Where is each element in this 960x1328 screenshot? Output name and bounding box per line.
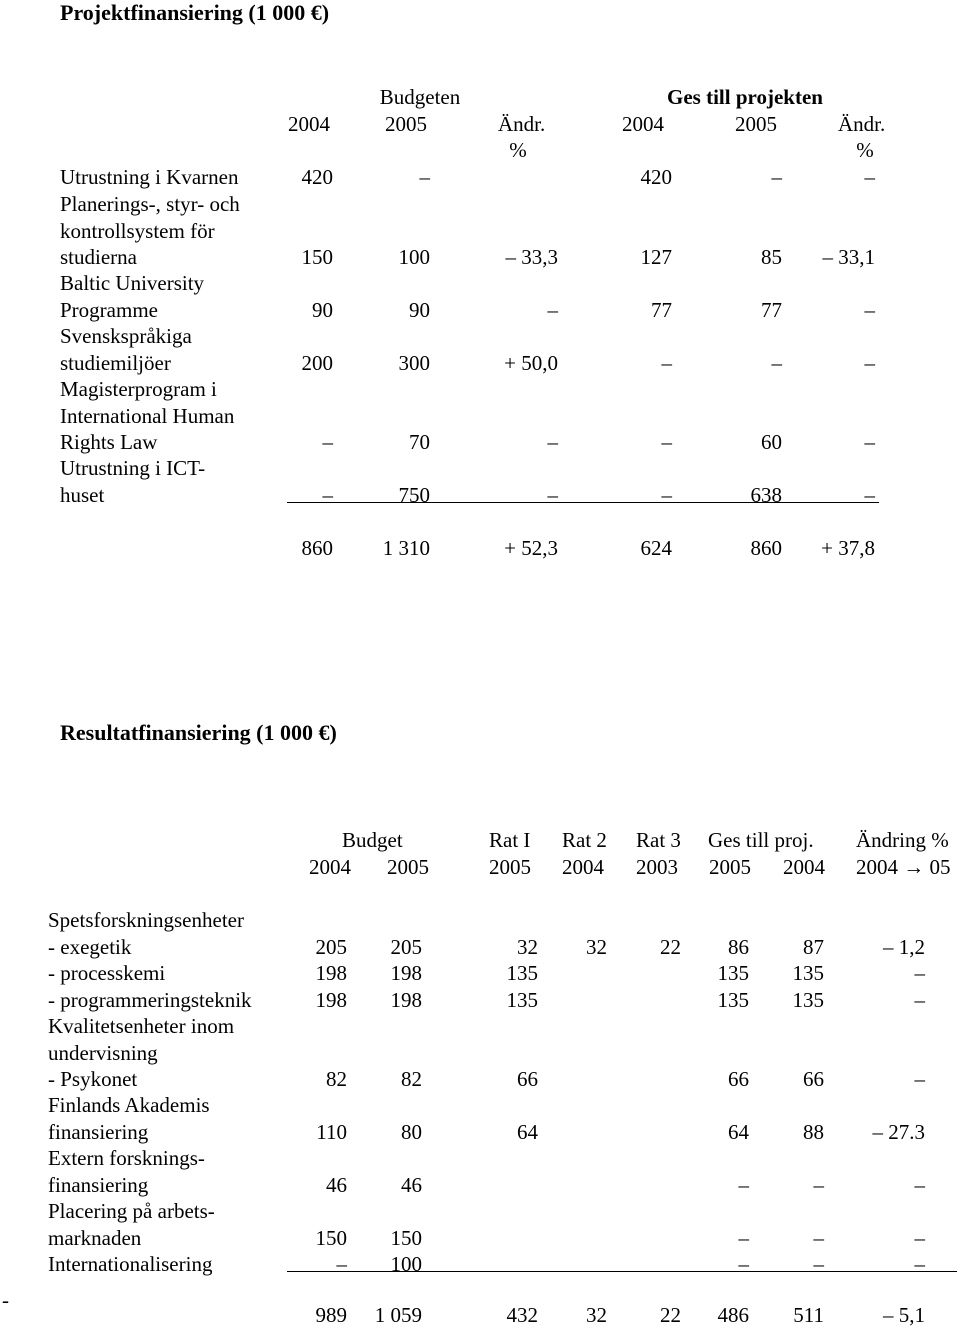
table-cell: – xyxy=(813,1172,824,1197)
table-cell: 87 xyxy=(803,934,824,959)
table-cell: 80 xyxy=(401,1119,422,1144)
col-header: Ges till proj. xyxy=(708,828,814,852)
table-cell: 150 xyxy=(315,1225,347,1250)
table-cell: 638 xyxy=(750,482,782,507)
table-cell: 88 xyxy=(803,1119,824,1144)
col-header: 2005 xyxy=(735,112,777,136)
total-cell: 860 xyxy=(301,536,333,560)
total-cell: – 5,1 xyxy=(883,1303,925,1327)
table-cell: – xyxy=(738,1252,749,1276)
table-cell: 90 xyxy=(312,297,333,322)
col-header: Ändring % xyxy=(856,828,949,852)
row-label: Baltic University xyxy=(60,271,205,295)
row-label: studiemiljöer xyxy=(60,350,171,375)
col-header: 2003 xyxy=(636,855,678,879)
total-cell: + 37,8 xyxy=(821,536,875,560)
col-header: 2004 xyxy=(562,855,604,879)
table-cell: 205 xyxy=(315,934,347,959)
table-cell: 32 xyxy=(517,934,538,959)
table-cell: 66 xyxy=(728,1067,749,1091)
table-cell: 205 xyxy=(390,934,422,959)
row-label: Programme xyxy=(60,297,158,322)
table-cell: – xyxy=(322,430,333,454)
table-cell: 198 xyxy=(315,988,347,1012)
row-label: Extern forsknings- xyxy=(48,1146,205,1170)
table-cell: 85 xyxy=(761,245,782,269)
table-cell: 135 xyxy=(506,961,538,985)
total-cell: 432 xyxy=(506,1303,538,1327)
table-cell: – xyxy=(914,1252,925,1276)
table-cell: 198 xyxy=(315,961,347,985)
table-cell: 110 xyxy=(316,1119,347,1144)
group-budget-header: Budgeten xyxy=(379,85,461,109)
table-cell: 46 xyxy=(326,1172,347,1197)
row-label: Utrustning i ICT- xyxy=(60,456,206,480)
table-cell: – xyxy=(864,430,875,454)
table-cell: 420 xyxy=(301,165,333,189)
row-label: - Psykonet xyxy=(48,1067,138,1091)
col-header: 2004 xyxy=(622,112,664,136)
table-cell: 135 xyxy=(792,961,824,985)
row-label: - programmeringsteknik xyxy=(48,988,252,1012)
col-header: Ändr. xyxy=(498,112,546,136)
total-divider xyxy=(287,502,879,503)
table-cell: – 33,1 xyxy=(822,245,875,269)
row-label: Kvalitetsenheter inom xyxy=(48,1014,235,1038)
table-cell: 90 xyxy=(409,297,430,322)
table-cell: 77 xyxy=(761,297,782,322)
table-cell: – xyxy=(914,1225,925,1250)
row-label: Internationalisering xyxy=(48,1252,213,1276)
table-cell: 127 xyxy=(640,245,672,269)
total-cell: 860 xyxy=(750,536,782,560)
total-cell: 486 xyxy=(717,1303,749,1327)
table-cell: 32 xyxy=(586,934,607,959)
row-label: Spetsforskningsenheter xyxy=(48,908,244,932)
total-cell: 624 xyxy=(640,536,672,560)
table-cell: 420 xyxy=(640,165,672,189)
row-label: marknaden xyxy=(48,1225,142,1250)
col-header: Rat 2 xyxy=(562,828,607,852)
table-cell: – xyxy=(547,482,558,507)
table-cell: 135 xyxy=(717,961,749,985)
table-cell: – xyxy=(914,988,925,1012)
table-cell: – 27.3 xyxy=(872,1119,925,1144)
row-label: - processkemi xyxy=(48,961,166,985)
table-cell: 100 xyxy=(398,245,430,269)
row-label: undervisning xyxy=(48,1040,158,1065)
table-cell: 46 xyxy=(401,1172,422,1197)
section2-title: Resultatfinansiering (1 000 €) xyxy=(60,720,337,745)
table-cell: – xyxy=(771,350,782,375)
row-label: finansiering xyxy=(48,1172,149,1197)
table-cell: 82 xyxy=(401,1067,422,1091)
total-cell: + 52,3 xyxy=(504,536,558,560)
row-label: Placering på arbets- xyxy=(48,1199,215,1223)
table-cell: 64 xyxy=(728,1119,749,1144)
table-cell: + 50,0 xyxy=(504,350,558,375)
table-cell: 82 xyxy=(326,1067,347,1091)
table-cell: – xyxy=(661,430,672,454)
row-label: finansiering xyxy=(48,1119,149,1144)
row-label: Finlands Akademis xyxy=(48,1093,210,1117)
table-cell: – xyxy=(336,1252,347,1276)
row-label: - exegetik xyxy=(48,934,132,959)
col-header: 2004 xyxy=(783,855,825,879)
table-cell: – xyxy=(864,350,875,375)
section1-title: Projektfinansiering (1 000 €) xyxy=(60,0,330,25)
col-header: 2005 xyxy=(489,855,531,879)
col-header: Rat 3 xyxy=(636,828,681,852)
table-cell: 22 xyxy=(660,934,681,959)
group-ges-header: Ges till projekten xyxy=(667,85,823,109)
table-cell: 135 xyxy=(506,988,538,1012)
table-cell: 300 xyxy=(398,350,430,375)
col-header: 2005 xyxy=(709,855,751,879)
table-cell: – xyxy=(322,482,333,507)
pct-label: % xyxy=(856,138,874,162)
table-cell: 135 xyxy=(792,988,824,1012)
row-label: Svenskspråkiga xyxy=(60,324,192,348)
table-cell: 135 xyxy=(717,988,749,1012)
table-cell: 77 xyxy=(651,297,672,322)
table-cell: – xyxy=(738,1225,749,1250)
table-cell: 86 xyxy=(728,934,749,959)
total-cell: 22 xyxy=(660,1303,681,1327)
table-cell: 100 xyxy=(390,1252,422,1276)
table-cell: – xyxy=(661,350,672,375)
total-divider-2 xyxy=(287,1271,957,1272)
col-header: 2005 xyxy=(387,855,429,879)
total-cell: 1 310 xyxy=(382,536,430,560)
table-cell: 150 xyxy=(390,1225,422,1250)
col-header: 2004 → 05 xyxy=(856,855,951,879)
margin-mark: - xyxy=(2,1288,9,1312)
table-cell: 70 xyxy=(409,430,430,454)
col-header: 2004 xyxy=(288,112,330,136)
row-label: Utrustning i Kvarnen xyxy=(60,165,239,189)
pct-label: % xyxy=(509,138,527,162)
table-cell: 198 xyxy=(390,961,422,985)
table-cell: 200 xyxy=(301,350,333,375)
total-cell: 511 xyxy=(793,1303,824,1327)
row-label: Rights Law xyxy=(60,430,158,454)
table-cell: – xyxy=(864,165,875,189)
table-cell: – xyxy=(813,1252,824,1276)
table-cell: – xyxy=(813,1225,824,1250)
row-label: International Human xyxy=(60,403,235,428)
col-header: 2005 xyxy=(385,112,427,136)
table-cell: 66 xyxy=(517,1067,538,1091)
col-header: Rat I xyxy=(489,828,531,852)
col-header: 2004 xyxy=(309,855,351,879)
table-cell: – xyxy=(914,1172,925,1197)
table-cell: – xyxy=(661,482,672,507)
table-cell: 150 xyxy=(301,245,333,269)
row-label: Planerings-, styr- och xyxy=(60,192,240,216)
table-cell: 60 xyxy=(761,430,782,454)
table-cell: – xyxy=(547,297,558,322)
table-cell: 66 xyxy=(803,1067,824,1091)
table-cell: – xyxy=(864,482,875,507)
table-cell: 64 xyxy=(517,1119,538,1144)
table-cell: 198 xyxy=(390,988,422,1012)
row-label: huset xyxy=(60,482,105,507)
total-cell: 1 059 xyxy=(374,1303,422,1327)
table-cell: – 1,2 xyxy=(883,934,925,959)
row-label: Magisterprogram i xyxy=(60,377,217,401)
table-cell: 750 xyxy=(398,482,430,507)
table-cell: – xyxy=(771,165,782,189)
col-header: Ändr. xyxy=(838,112,886,136)
table-cell: – xyxy=(419,165,430,189)
total-cell: 32 xyxy=(586,1303,607,1327)
row-label: kontrollsystem för xyxy=(60,218,215,243)
row-label: studierna xyxy=(60,245,137,269)
table-cell: – xyxy=(864,297,875,322)
table-cell: – 33,3 xyxy=(505,245,558,269)
table-cell: – xyxy=(738,1172,749,1197)
table-cell: – xyxy=(914,961,925,985)
table-cell: – xyxy=(547,430,558,454)
col-header: Budget xyxy=(342,828,403,852)
total-cell: 989 xyxy=(315,1303,347,1327)
table-cell: – xyxy=(914,1067,925,1091)
